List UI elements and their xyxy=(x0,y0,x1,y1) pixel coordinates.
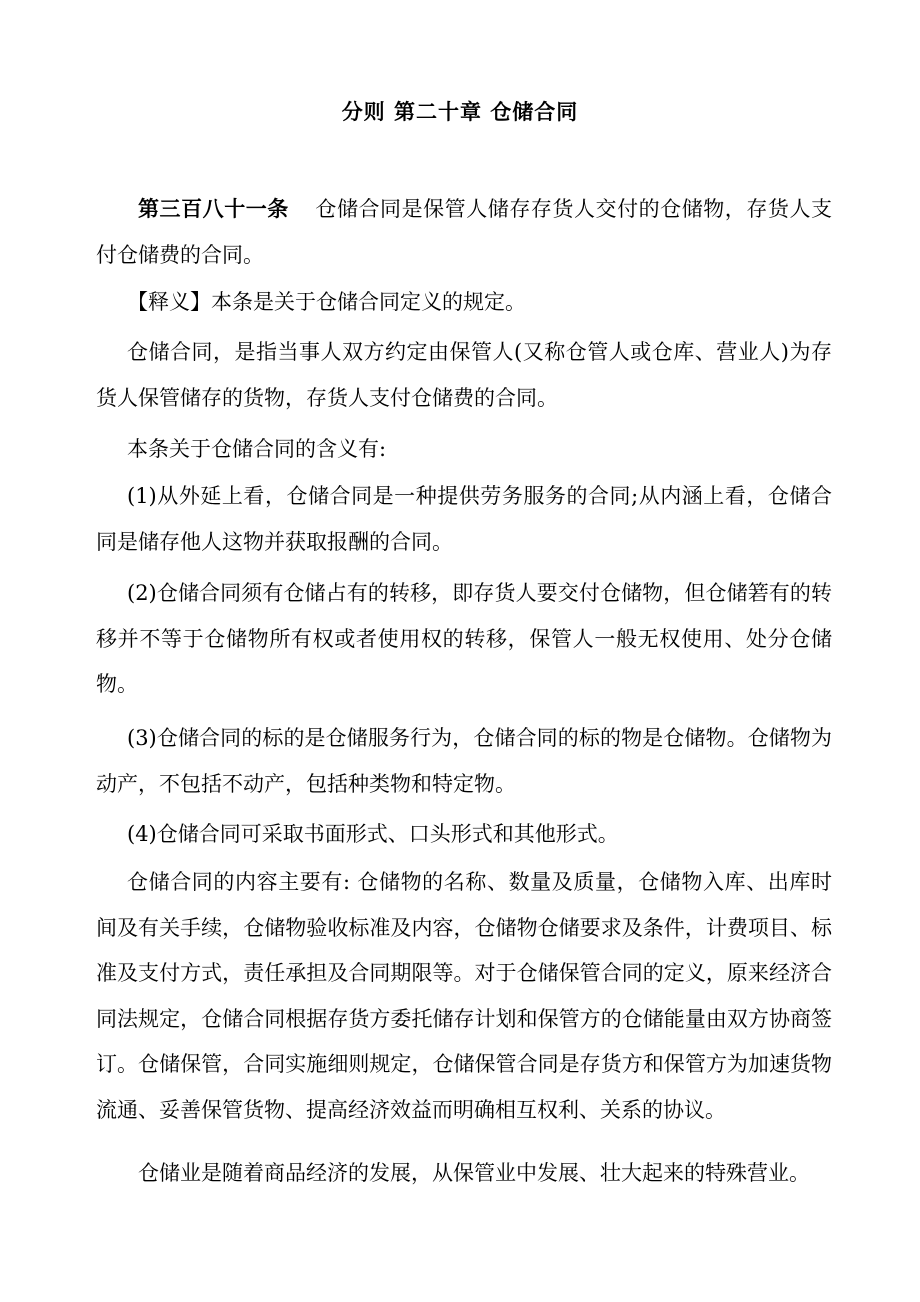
paragraph-point-2: (2)仓储合同须有仓储占有的转移，即存货人要交付仓储物，但仓储箬有的转移并不等于仓储物所有权或者使用权的转移，保管人一般无权使用、处分仓储物。 xyxy=(96,581,832,696)
paragraph-definition: 仓储合同，是指当事人双方约定由保管人(又称仓管人或仓库、营业人)为存货人保管储存的货物，存货人支付仓储费的合同。 xyxy=(96,340,832,410)
paragraph-interpretation: 【释义】本条是关于仓储合同定义的规定。 xyxy=(127,290,526,314)
paragraph-warehousing-industry: 仓储业是随着商品经济的发展，从保管业中发展、壮大起来的特殊营业。 xyxy=(138,1161,810,1185)
article-text: 仓储合同是保管人储存存货人交付的仓储物，存货人支付仓储费的合同。 xyxy=(96,197,833,267)
paragraph-point-1: (1)从外延上看，仓储合同是一种提供劳务服务的合同;从内涵上看，仓储合同是储存他人这物并获取报酬的合同。 xyxy=(96,484,832,554)
paragraph-meaning-intro: 本条关于仓储合同的含义有: xyxy=(127,437,387,461)
article-paragraph xyxy=(96,186,832,278)
paragraph-content: 仓储合同的内容主要有: 仓储物的名称、数量及质量，仓储物入库、出库时间及有关手续，仓储物验收标准及内容，仓储物仓储要求及条件，计费项目、标准及支付方式，责任承担及合同期限等。对于仓储保管合同的定义，原来经济合同法规定，仓储合同根据存货方委托储存计划和保管方的仓储能量由双方协商签订。仓储保管，合同实施细则规定，仓储保管合同是存货方和保管方为加速货物流通、妥善保管货物、提高经济效益而明确相互权利、关系的协议。 xyxy=(96,870,832,1122)
article-number: 第三百八十一条 xyxy=(138,196,289,221)
chapter-title: 分则 第二十章 仓储合同 xyxy=(341,99,579,124)
paragraph-point-4: (4)仓储合同可采取书面形式、口头形式和其他形式。 xyxy=(127,822,619,846)
paragraph-point-3: (3)仓储合同的标的是仓储服务行为，仓储合同的标的物是仓储物。仓储物为动产，不包括不动产，包括种类物和特定物。 xyxy=(96,726,832,796)
